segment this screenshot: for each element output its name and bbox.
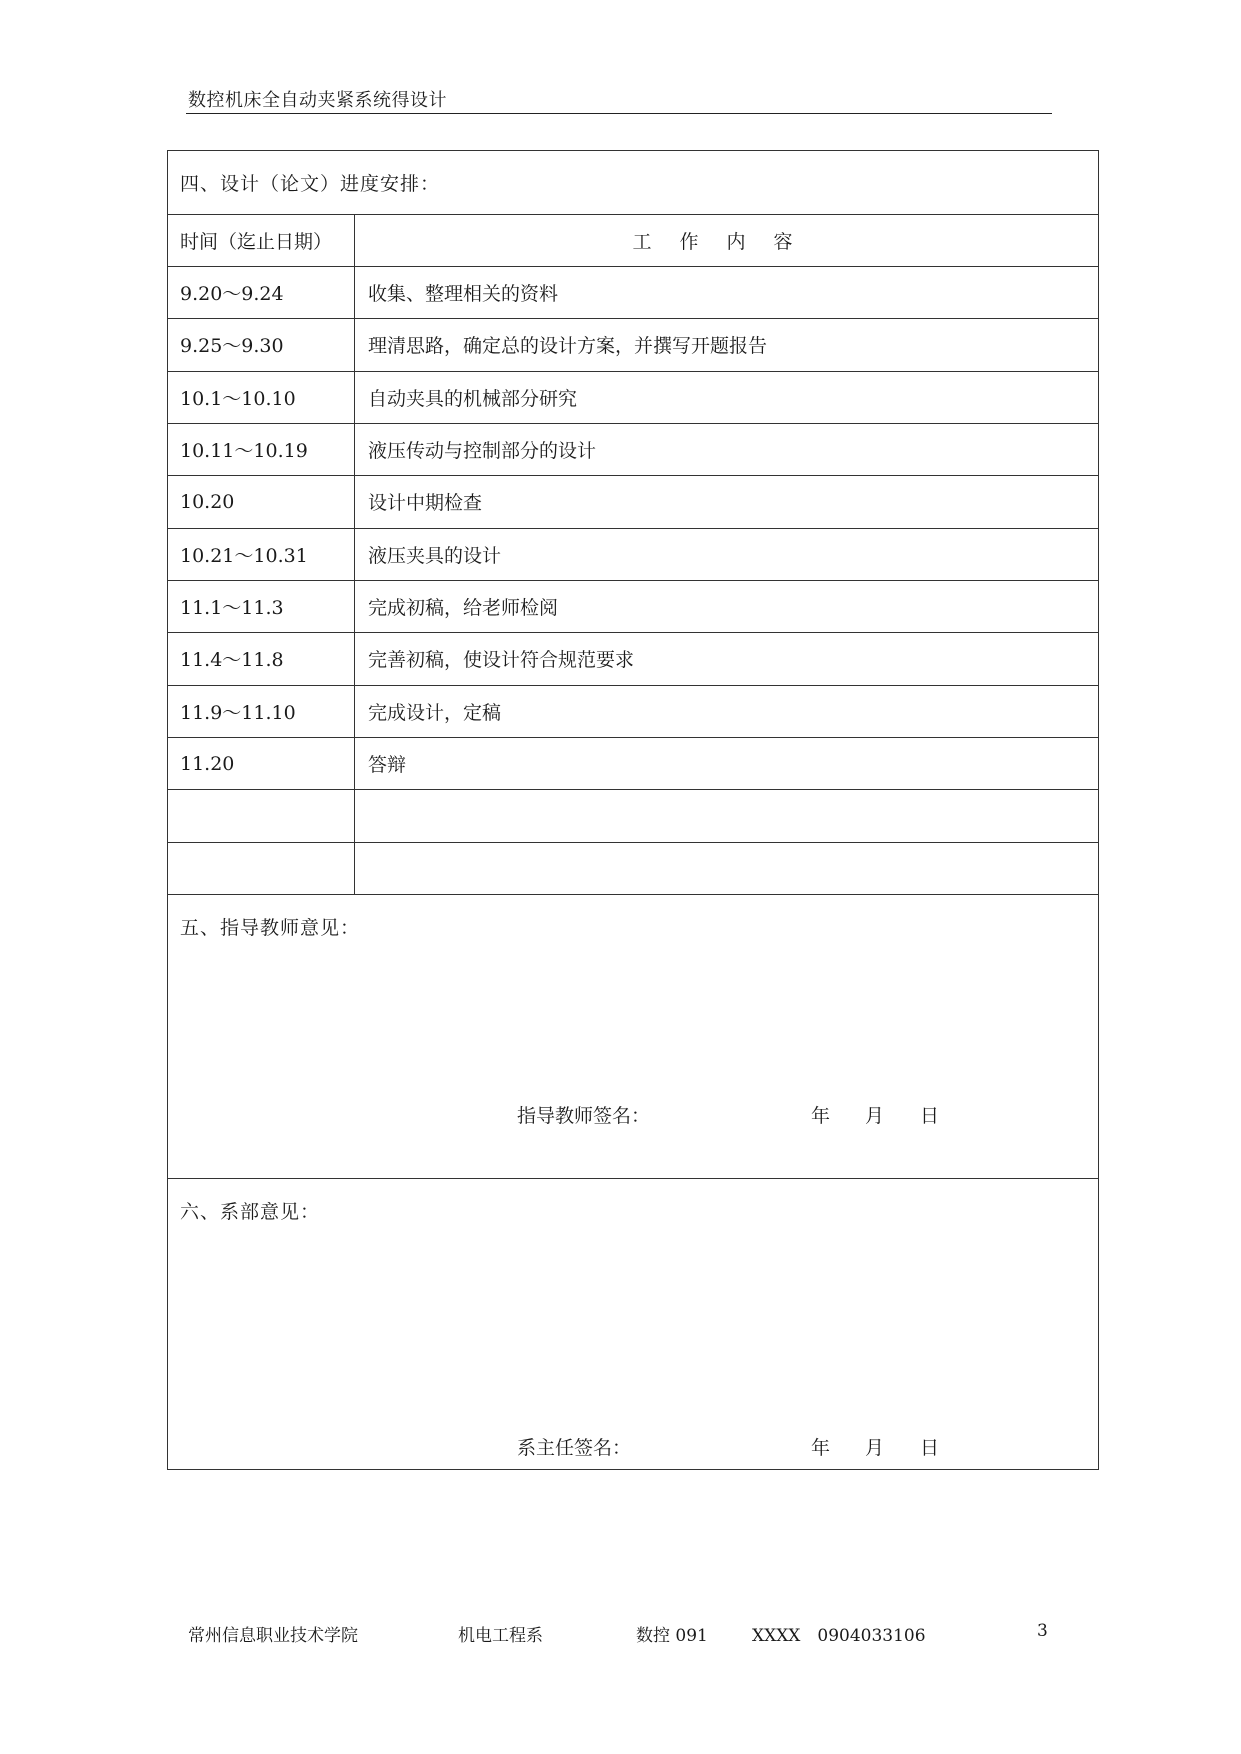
advisor-section-title: 五、指导教师意见： [180, 917, 361, 939]
schedule-row [168, 790, 1098, 842]
schedule-date-cell: 9.25～9.30 [168, 319, 355, 370]
schedule-row [168, 372, 1098, 424]
schedule-content-cell [355, 790, 1098, 841]
schedule-row [168, 319, 1098, 371]
schedule-content-cell: 完成设计，定稿 [368, 701, 502, 724]
schedule-content-cell [355, 843, 1098, 894]
advisor-year-label: 年 [811, 1105, 831, 1127]
schedule-content-cell: 液压夹具的设计 [368, 544, 502, 567]
schedule-section-title: 四、设计（论文）进度安排： [180, 173, 441, 195]
schedule-date-cell [168, 790, 355, 841]
department-section-title: 六、系部意见： [180, 1201, 321, 1223]
schedule-row [168, 843, 1098, 895]
department-signature-label: 系主任签名： [517, 1437, 632, 1459]
schedule-row [168, 529, 1098, 581]
schedule-content-cell: 液压传动与控制部分的设计 [368, 440, 597, 463]
advisor-signature-label: 指导教师签名： [517, 1105, 651, 1127]
schedule-row [168, 581, 1098, 633]
schedule-content-cell: 答辩 [368, 754, 407, 777]
department-year-label: 年 [811, 1437, 831, 1459]
schedule-date-cell: 10.11～10.19 [168, 424, 355, 475]
schedule-date-cell: 11.1～11.3 [168, 581, 355, 632]
department-section [168, 1179, 1098, 1469]
schedule-date-cell: 10.21～10.31 [168, 529, 355, 580]
schedule-date-cell: 11.20 [168, 738, 355, 789]
schedule-date-cell: 10.20 [168, 476, 355, 527]
schedule-date-cell [168, 843, 355, 894]
schedule-content-cell: 收集、整理相关的资料 [368, 283, 559, 306]
advisor-month-label: 月 [865, 1105, 885, 1127]
column-header-date: 时间（迄止日期） [168, 215, 355, 266]
page-header-title: 数控机床全自动夹紧系统得设计 [188, 90, 447, 111]
schedule-row [168, 424, 1098, 476]
advisor-section [168, 895, 1098, 1179]
footer-student: XXXX 0904033106 [752, 1626, 926, 1646]
form-table [167, 150, 1099, 1470]
footer-department: 机电工程系 [458, 1626, 543, 1646]
schedule-row [168, 686, 1098, 738]
column-header-content: 工作内容 [632, 231, 821, 253]
schedule-header-row [168, 215, 1098, 267]
schedule-content-cell: 完善初稿，使设计符合规范要求 [368, 649, 635, 672]
footer-class: 数控 091 [636, 1626, 708, 1646]
schedule-date-cell: 11.9～11.10 [168, 686, 355, 737]
schedule-row [168, 476, 1098, 528]
schedule-row [168, 633, 1098, 685]
schedule-row [168, 738, 1098, 790]
advisor-day-label: 日 [920, 1105, 940, 1127]
schedule-date-cell: 9.20～9.24 [168, 267, 355, 318]
footer-school: 常州信息职业技术学院 [188, 1626, 358, 1646]
schedule-content-cell: 完成初稿，给老师检阅 [368, 597, 559, 620]
department-day-label: 日 [920, 1437, 940, 1459]
schedule-row [168, 267, 1098, 319]
schedule-date-cell: 11.4～11.8 [168, 633, 355, 684]
department-month-label: 月 [865, 1437, 885, 1459]
schedule-content-cell: 理清思路，确定总的设计方案，并撰写开题报告 [368, 335, 768, 358]
footer-page-number: 3 [1037, 1621, 1048, 1641]
schedule-date-cell: 10.1～10.10 [168, 372, 355, 423]
schedule-content-cell: 自动夹具的机械部分研究 [368, 387, 578, 410]
header-rule [186, 113, 1052, 114]
schedule-section-row [168, 151, 1098, 215]
schedule-content-cell: 设计中期检查 [368, 492, 483, 515]
